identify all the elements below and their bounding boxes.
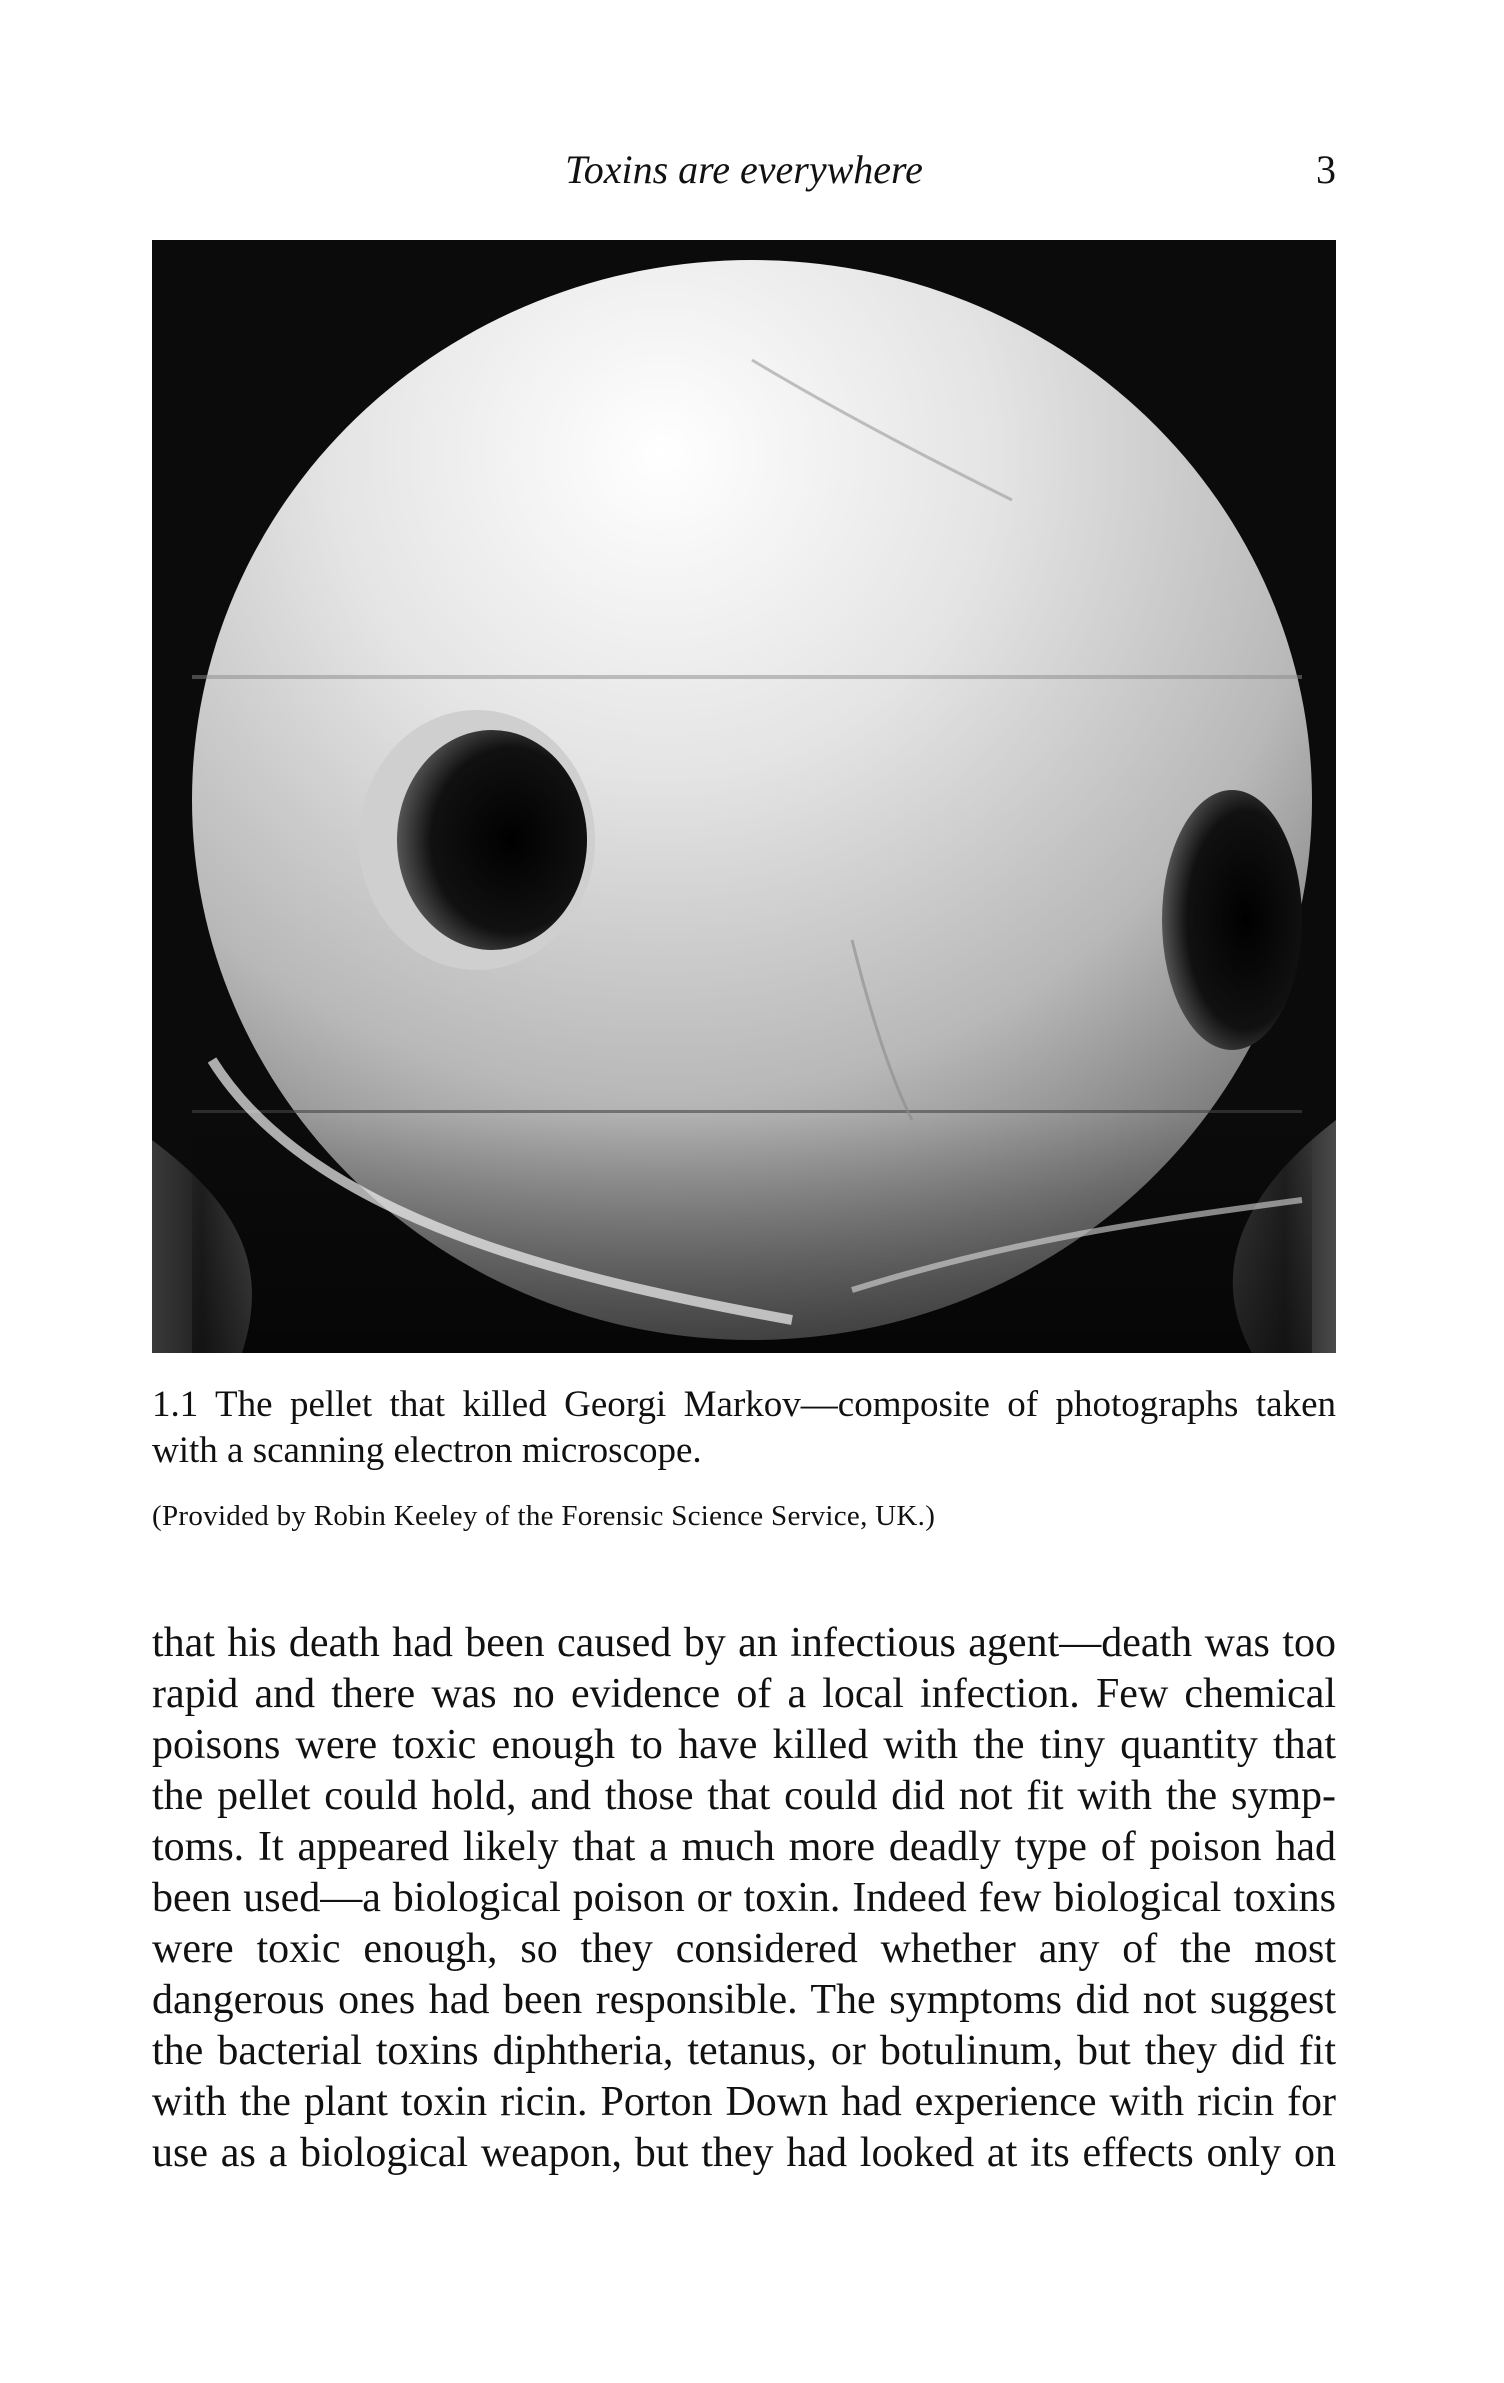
caption-line: with a scanning electron microscope. [152,1430,702,1471]
body-line: the pellet could hold, and those that could did not fit with the symp- [152,1773,1336,1819]
body-line: dangerous ones had been responsible. The symptoms did not suggest [152,1977,1336,2023]
running-head [152,140,1336,200]
body-line: use as a biological weapon, but they had looked at its effects only on [152,2130,1336,2176]
body-line: rapid and there was no evidence of a local infection. Few chemical [152,1671,1336,1717]
running-title: Toxins are everywhere [565,147,923,192]
figure-caption [152,1382,1336,1536]
body-line: toms. It appeared likely that a much more deadly type of poison had [152,1824,1336,1870]
body-paragraph [152,1618,1336,2179]
body-line: poisons were toxic enough to have killed with the tiny quantity that [152,1722,1336,1768]
pellet-micrograph-image [152,240,1336,1353]
body-line: been used—a biological poison or toxin. Indeed few biological toxins [152,1875,1336,1921]
body-line: the bacterial toxins diphtheria, tetanus, or botulinum, but they did fit [152,2028,1336,2074]
figure-credit: (Provided by Robin Keeley of the Forensic Science Service, UK.) [152,1500,936,1532]
page-number: 3 [1316,147,1336,192]
caption-line: 1.1 The pellet that killed Georgi Markov—composite of photographs taken [152,1384,1336,1425]
body-line: that his death had been caused by an infectious agent—death was too [152,1620,1336,1666]
figure-pellet-micrograph [152,240,1336,1353]
body-line: with the plant toxin ricin. Porton Down had experience with ricin for [152,2079,1336,2125]
body-line: were toxic enough, so they considered whether any of the most [152,1926,1336,1972]
